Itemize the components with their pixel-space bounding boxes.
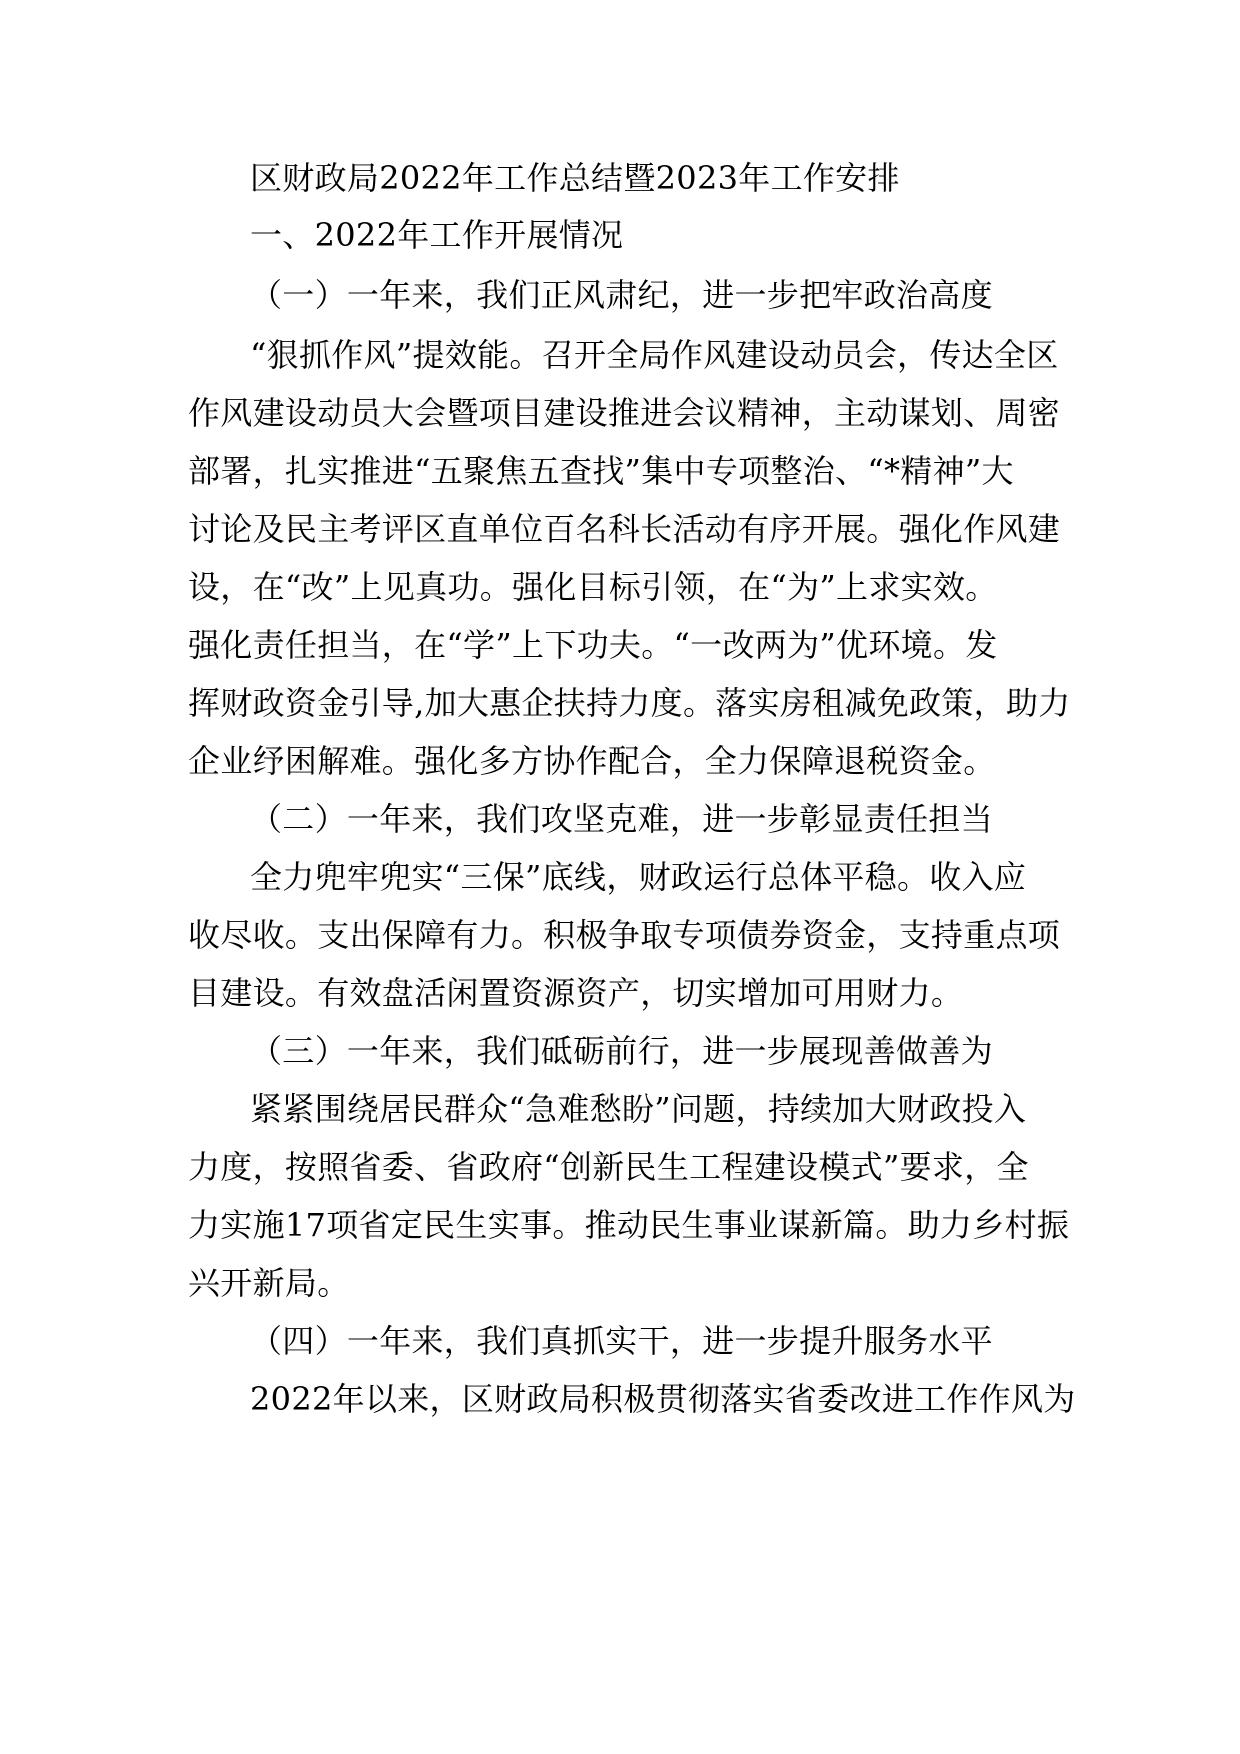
paragraph-line: 2022年以来，区财政局积极贯彻落实省委改进工作作风为 [250, 1380, 1076, 1418]
subsection-heading-4: （四）一年来，我们真抓实干，进一步提升服务水平 [250, 1322, 993, 1360]
subsection-heading-3: （三）一年来，我们砥砺前行，进一步展现善做善为 [250, 1032, 993, 1070]
paragraph-line: 企业纾困解难。强化多方协作配合，全力保障退税资金。 [188, 742, 996, 780]
paragraph-line: 收尽收。支出保障有力。积极争取专项债券资金，支持重点项 [188, 916, 1061, 954]
paragraph-line: 力实施17项省定民生实事。推动民生事业谋新篇。助力乡村振 [188, 1206, 1070, 1244]
paragraph-line: 紧紧围绕居民群众“急难愁盼”问题，持续加大财政投入 [250, 1090, 1027, 1128]
section-heading-1: 一、2022年工作开展情况 [250, 216, 624, 254]
paragraph-line: 设，在“改”上见真功。强化目标引领，在“为”上求实效。 [188, 568, 998, 606]
paragraph-line: 讨论及民主考评区直单位百名科长活动有序开展。强化作风建 [188, 510, 1061, 548]
paragraph-line: 兴开新局。 [188, 1264, 350, 1302]
paragraph-line: 挥财政资金引导,加大惠企扶持力度。落实房租减免政策，助力 [188, 684, 1071, 722]
subsection-heading-2: （二）一年来，我们攻坚克难，进一步彰显责任担当 [250, 800, 993, 838]
paragraph-line: 作风建设动员大会暨项目建设推进会议精神，主动谋划、周密 [188, 394, 1061, 432]
paragraph-line: 全力兜牢兜实“三保”底线，财政运行总体平稳。收入应 [250, 858, 1027, 896]
subsection-heading-1: （一）一年来，我们正风肃纪，进一步把牢政治高度 [250, 276, 993, 314]
paragraph-line: 强化责任担当，在“学”上下功夫。“一改两为”优环境。发 [188, 626, 998, 664]
paragraph-line: 部署，扎实推进“五聚焦五查找”集中专项整治、“*精神”大 [188, 452, 1014, 490]
paragraph-line: 目建设。有效盘活闲置资源资产，切实增加可用财力。 [188, 974, 964, 1012]
paragraph-line: 力度，按照省委、省政府“创新民生工程建设模式”要求，全 [188, 1148, 1029, 1186]
paragraph-line: “狠抓作风”提效能。召开全局作风建设动员会，传达全区 [250, 336, 1059, 374]
document-title: 区财政局2022年工作总结暨2023年工作安排 [250, 159, 900, 197]
